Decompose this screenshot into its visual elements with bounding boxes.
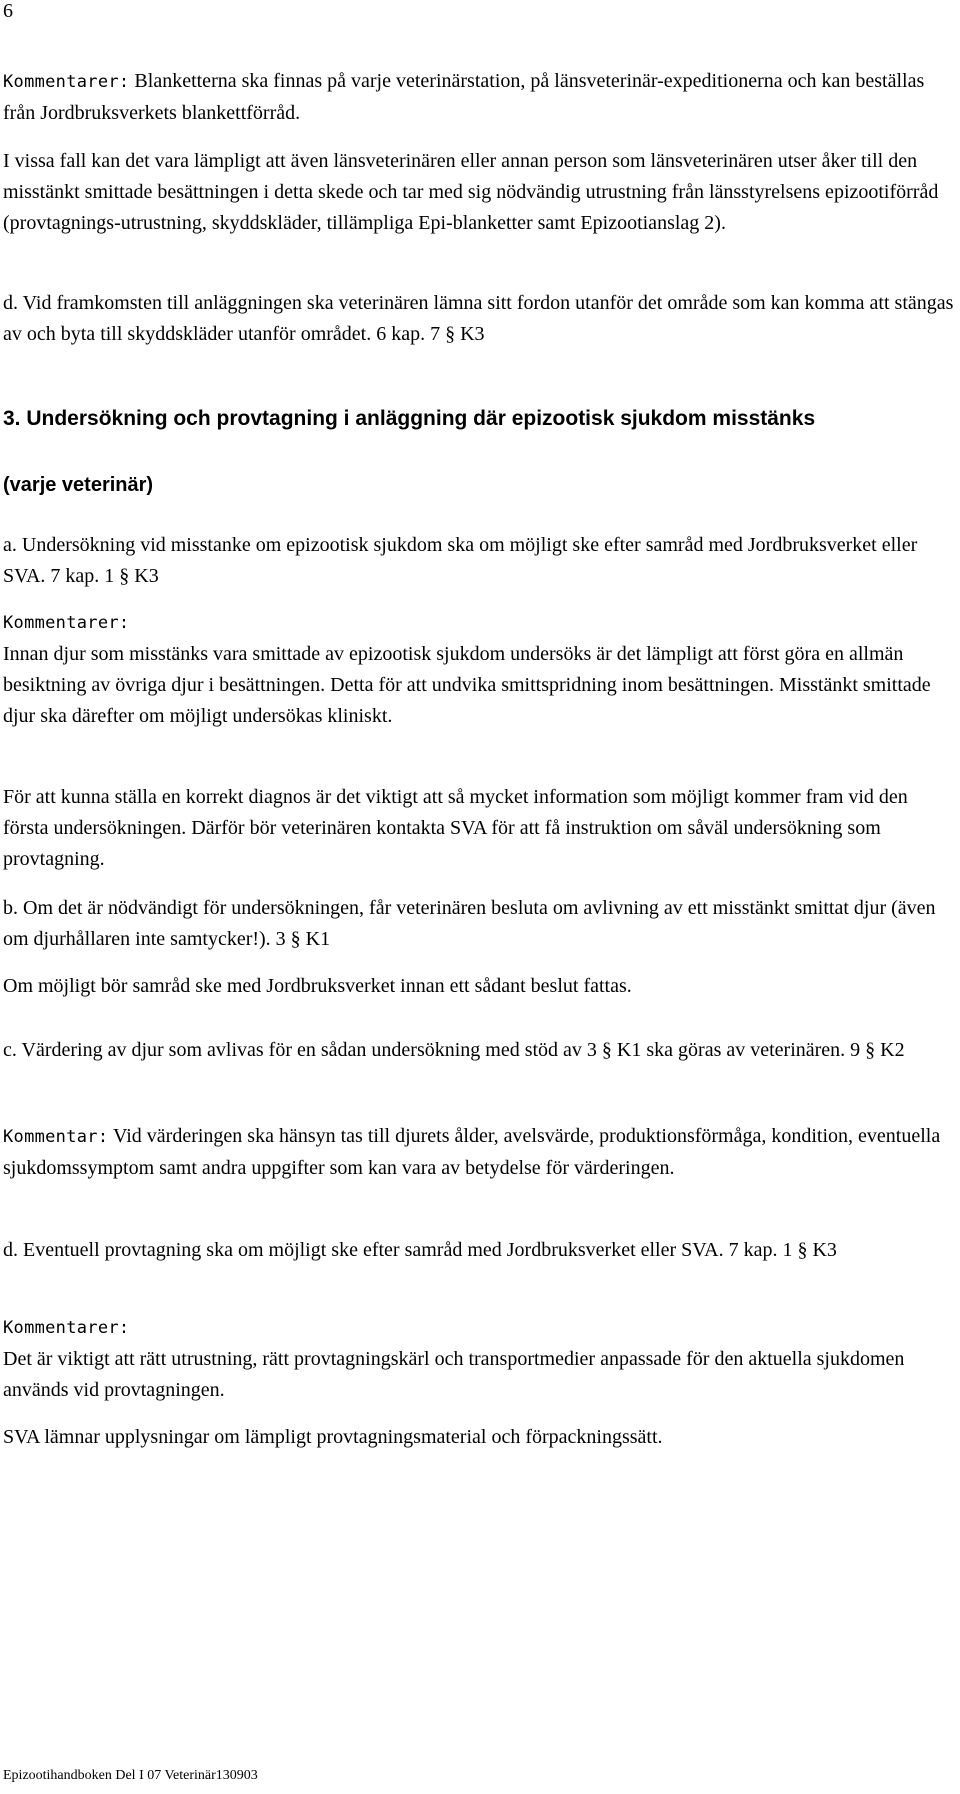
comment-text: Det är viktigt att rätt utrustning, rätt provtagningskärl och transportmedier anpassade för den aktuella sjukdomen används vid provtagningen. <box>3 1348 905 1401</box>
paragraph-samrad: Om möjligt bör samråd ske med Jordbruksverket innan ett sådant beslut fattas. <box>3 975 632 997</box>
paragraph-lansveterinar: I vissa fall kan det vara lämpligt att även länsveterinären eller annan person som länsveterinären utser åker till den misstänkt smittade besättningen i detta skede och tar med sig nödvändig utrustning från länsstyrelsens epizootiförråd (provtagnings-utrustning, skyddskläder, tillämpliga Epi-blanketter samt Epizootianslag 2). <box>3 150 939 234</box>
paragraph-framkomsten: d. Vid framkomsten till anläggningen ska veterinären lämna sitt fordon utanför det område som kan komma att stängas av och byta till skyddskläder utanför området. 6 kap. 7 § K3 <box>3 292 954 345</box>
section-subheading: (varje veterinär) <box>3 474 154 496</box>
paragraph-avlivning: b. Om det är nödvändigt för undersökningen, får veterinären besluta om avlivning av ett misstänkt smittat djur (även om djurhållaren inte samtycker!). 3 § K1 <box>3 897 936 950</box>
comment-utrustning <box>3 1312 957 1406</box>
paragraph-diagnos: För att kunna ställa en korrekt diagnos är det viktigt att så mycket information som möjligt kommer fram vid den första undersökningen. Därför bör veterinären kontakta SVA för att få instruktion om såväl undersökning som provtagning. <box>3 786 908 870</box>
comment-label: Kommentarer: <box>3 72 130 92</box>
comment-text: Innan djur som misstänks vara smittade av epizootisk sjukdom undersöks är det lämpligt att först göra en allmän besiktning av övriga djur i besättningen. Detta för att undvika smittspridning inom besättningen. Misstänkt smittade djur ska därefter om möjligt undersökas kliniskt. <box>3 643 931 727</box>
paragraph-sva-upplysningar: SVA lämnar upplysningar om lämpligt provtagningsmaterial och förpackningssätt. <box>3 1426 663 1448</box>
comment-label: Kommentarer: <box>3 613 130 633</box>
comment-blanketter <box>3 66 957 129</box>
comment-label: Kommentarer: <box>3 1318 130 1338</box>
comment-text: Vid värderingen ska hänsyn tas till djurets ålder, avelsvärde, produktionsförmåga, kondition, eventuella sjukdomssymptom samt andra uppgifter som kan vara av betydelse för värderingen. <box>3 1125 941 1179</box>
paragraph-undersokning: a. Undersökning vid misstanke om epizootisk sjukdom ska om möjligt ske efter samråd med Jordbruksverket eller SVA. 7 kap. 1 § K3 <box>3 534 918 587</box>
comment-besiktning <box>3 607 957 732</box>
comment-vardering <box>3 1121 957 1184</box>
paragraph-provtagning: d. Eventuell provtagning ska om möjligt ske efter samråd med Jordbruksverket eller SVA. 7 kap. 1 § K3 <box>3 1239 837 1261</box>
page-number: 6 <box>3 0 13 22</box>
comment-text: Blanketterna ska finnas på varje veterinärstation, på länsveterinär-expeditionerna och kan beställas från Jordbruksverkets blankettförråd. <box>3 70 925 124</box>
comment-label: Kommentar: <box>3 1127 109 1147</box>
section-heading: 3. Undersökning och provtagning i anläggning där epizootisk sjukdom misstänks <box>3 407 816 430</box>
paragraph-vardering: c. Värdering av djur som avlivas för en sådan undersökning med stöd av 3 § K1 ska göras av veterinären. 9 § K2 <box>3 1039 905 1061</box>
page-footer: Epizootihandboken Del I 07 Veterinär130903 <box>3 1768 258 1783</box>
